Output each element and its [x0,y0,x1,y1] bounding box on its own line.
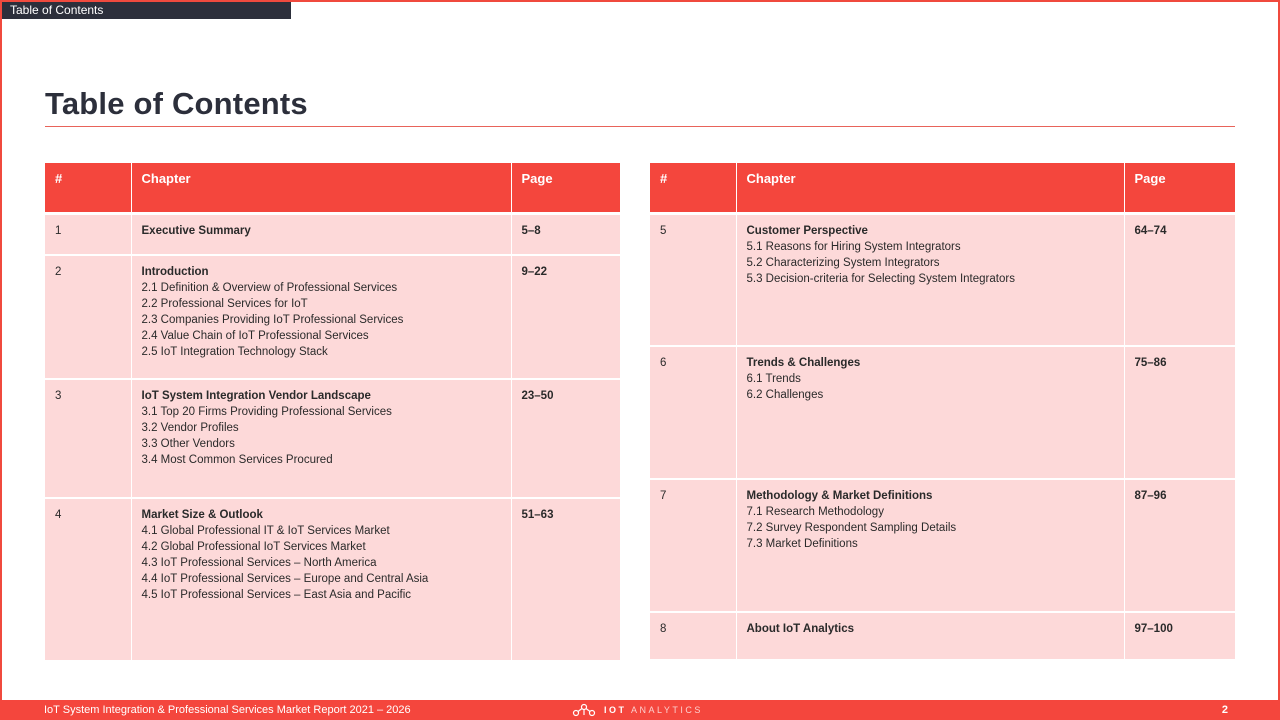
toc-header-row [45,163,620,213]
toc-row [45,255,620,379]
chapter-cell [131,498,511,660]
page-range: 75–86 [1124,346,1235,479]
page-range: 5–8 [511,213,620,255]
column-header-page: Page [511,163,620,213]
subsection-item: 5.2 Characterizing System Integrators [746,256,940,269]
chapter-number: 7 [650,479,736,612]
footer-bar [0,700,1280,720]
chapter-title: Introduction [141,266,209,278]
footer-report-title: IoT System Integration & Professional Services Market Report 2021 – 2026 [44,704,411,716]
chapter-number: 3 [45,379,131,498]
subsection-item: 2.2 Professional Services for IoT [141,298,308,310]
subsection-item: 3.2 Vendor Profiles [141,422,239,434]
subsection-item: 4.3 IoT Professional Services – North America [141,557,377,569]
subsection-item: 2.4 Value Chain of IoT Professional Services [141,330,369,342]
toc-row [45,213,620,255]
chapter-number: 4 [45,498,131,660]
column-header-page: Page [1124,163,1235,213]
logo-wordmark: IOT ANALYTICS [604,705,703,715]
chapter-number: 2 [45,255,131,379]
page-range: 51–63 [511,498,620,660]
chapter-title: Methodology & Market Definitions [746,490,933,502]
chapter-cell [131,213,511,255]
toc-row [45,379,620,498]
chapter-title: Customer Perspective [746,224,868,237]
chapter-number: 5 [650,213,736,346]
toc-row [45,498,620,660]
chapter-number: 8 [650,612,736,659]
column-header-number: # [650,163,736,213]
chapter-cell [131,255,511,379]
title-divider [45,126,1235,127]
page-range: 23–50 [511,379,620,498]
subsection-item: 3.1 Top 20 Firms Providing Professional Services [141,406,392,418]
chapter-cell [736,213,1124,346]
subsection-item: 4.1 Global Professional IT & IoT Services Market [141,525,390,537]
page-range: 97–100 [1124,612,1235,659]
chapter-cell [736,346,1124,479]
subsection-item: 7.1 Research Methodology [746,506,884,518]
toc-row [650,612,1235,659]
subsection-item: 3.3 Other Vendors [141,438,235,450]
page-range: 64–74 [1124,213,1235,346]
subsection-item: 7.2 Survey Respondent Sampling Details [746,522,957,534]
subsection-item: 6.1 Trends [746,373,801,385]
chapter-number: 6 [650,346,736,479]
network-nodes-icon [572,703,598,717]
subsection-item: 2.3 Companies Providing IoT Professional Services [141,314,404,326]
subsection-item: 7.3 Market Definitions [746,538,858,550]
subsection-item: 3.4 Most Common Services Procured [141,454,333,466]
chapter-number: 1 [45,213,131,255]
page-title: Table of Contents [45,86,308,121]
column-header-chapter: Chapter [131,163,511,213]
toc-header-row [650,163,1235,213]
subsection-item: 5.1 Reasons for Hiring System Integrators [746,240,961,253]
chapter-title: IoT System Integration Vendor Landscape [141,390,371,402]
toc-table-left [45,163,620,660]
subsection-item: 4.5 IoT Professional Services – East Asia and Pacific [141,589,412,601]
chapter-cell [736,479,1124,612]
subsection-item: 5.3 Decision-criteria for Selecting System Integrators [746,272,1015,285]
chapter-title: Executive Summary [141,224,251,237]
subsection-item: 4.4 IoT Professional Services – Europe and Central Asia [141,573,429,585]
column-header-chapter: Chapter [736,163,1124,213]
chapter-title: Trends & Challenges [746,357,861,369]
subsection-item: 2.1 Definition & Overview of Professional Services [141,282,398,294]
subsection-item: 4.2 Global Professional IoT Services Market [141,541,366,553]
toc-row [650,346,1235,479]
toc-row [650,213,1235,346]
page-range: 9–22 [511,255,620,379]
toc-row [650,479,1235,612]
iot-analytics-logo [572,702,703,718]
column-header-number: # [45,163,131,213]
subsection-item: 2.5 IoT Integration Technology Stack [141,346,328,358]
page-number: 2 [1221,704,1228,716]
section-tab-label: Table of Contents [2,2,291,19]
toc-table-right [650,163,1235,659]
toc-body-left [45,213,620,660]
subsection-item: 6.2 Challenges [746,389,824,401]
chapter-title: About IoT Analytics [746,623,855,635]
page-range: 87–96 [1124,479,1235,612]
chapter-cell [131,379,511,498]
chapter-cell [736,612,1124,659]
chapter-title: Market Size & Outlook [141,509,263,521]
toc-body-right [650,213,1235,659]
